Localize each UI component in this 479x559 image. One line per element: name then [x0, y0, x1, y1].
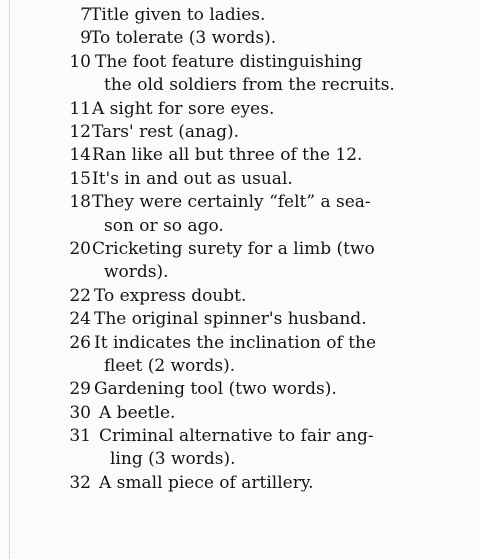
clue-text-continued: words).: [104, 262, 169, 283]
clue-text: A small piece of artillery.: [99, 472, 314, 493]
clue-number: 32: [69, 472, 91, 493]
clue-number: 20: [69, 238, 91, 259]
clue-text: Gardening tool (two words).: [94, 379, 337, 400]
clue-text: A sight for sore eyes.: [92, 98, 275, 119]
clue-item: [0, 144, 479, 167]
clue-text: Ran like all but three of the 12.: [92, 145, 363, 166]
clue-number: 31: [69, 426, 91, 447]
clue-number: 11: [69, 98, 91, 119]
crossword-clue-list: [0, 4, 479, 495]
clue-number: 7: [80, 5, 91, 25]
clue-text: It's in and out as usual.: [92, 168, 293, 189]
clue-number: 10: [69, 51, 91, 72]
clue-item: [0, 332, 479, 379]
clue-item: [0, 425, 479, 472]
clue-item: [0, 98, 479, 121]
clue-text-continued: the old soldiers from the recruits.: [104, 75, 395, 96]
clue-text: Criminal alternative to fair ang-: [99, 426, 374, 447]
clue-item: [0, 4, 479, 27]
clue-item: [0, 472, 479, 495]
clue-text-continued: ling (3 words).: [110, 449, 236, 470]
clue-item: [0, 238, 479, 285]
clue-item: [0, 285, 479, 308]
clue-text-continued: son or so ago.: [104, 215, 224, 236]
clue-item: [0, 121, 479, 144]
clue-item: [0, 308, 479, 331]
clue-text: Title given to ladies.: [90, 5, 266, 25]
clue-text: They were certainly “felt” a sea-: [92, 192, 371, 213]
clue-text: It indicates the inclination of the: [94, 332, 377, 353]
clue-item: [0, 27, 479, 50]
clue-text-continued: fleet (2 words).: [104, 355, 236, 376]
clue-number: 12: [69, 121, 91, 142]
clue-number: 15: [69, 168, 91, 189]
clue-text: A beetle.: [99, 402, 176, 423]
clue-text: Cricketing surety for a limb (two: [92, 238, 375, 259]
clue-item: [0, 378, 479, 401]
clue-number: 29: [69, 379, 91, 400]
clue-text: Tars' rest (anag).: [92, 121, 239, 142]
clue-number: 24: [69, 309, 91, 330]
clue-item: [0, 191, 479, 238]
clue-number: 30: [69, 402, 91, 423]
clue-number: 26: [69, 332, 91, 353]
clue-text: To tolerate (3 words).: [90, 28, 277, 49]
clue-item: [0, 402, 479, 425]
clue-number: 22: [69, 285, 91, 306]
clue-number: 18: [69, 192, 91, 213]
clue-text: The foot feature distinguishing: [95, 51, 363, 72]
clue-item: [0, 51, 479, 98]
clue-number: 9: [80, 28, 91, 49]
clue-item: [0, 168, 479, 191]
clue-text: The original spinner's husband.: [94, 309, 367, 330]
clue-text: To express doubt.: [94, 285, 247, 306]
clue-number: 14: [69, 145, 91, 166]
